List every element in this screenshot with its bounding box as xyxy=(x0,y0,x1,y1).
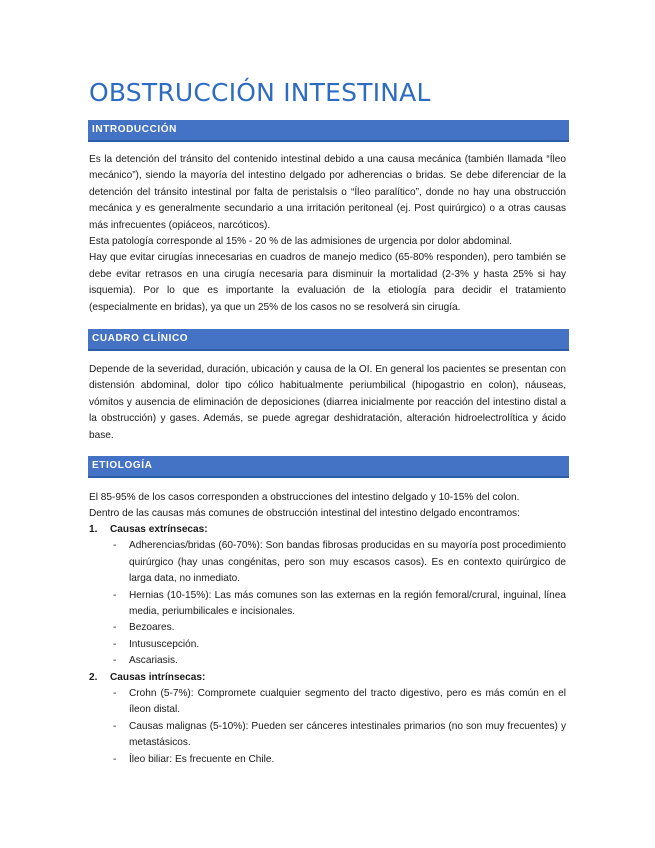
list-item xyxy=(89,752,566,768)
dash-bullet: - xyxy=(113,655,117,667)
list-item-text: Adherencias/bridas (60-70%): Son bandas fibrosas producidas en su mayoría post procedimiento quirúrgico (hay unas congénitas, pero son muy escasos casos). Es en contexto quirúrgico de larga data, no inmediato. xyxy=(129,540,566,585)
dash-bullet: - xyxy=(113,753,117,765)
list-item xyxy=(89,686,566,719)
dash-bullet: - xyxy=(113,688,117,700)
list-item-text: Crohn (5-7%): Compromete cualquier segmento del tracto digestivo, pero es más común en el íleon distal. xyxy=(129,688,566,716)
dash-bullet: - xyxy=(113,720,117,732)
list-item-text: Íleo biliar: Es frecuente en Chile. xyxy=(129,753,275,765)
clinical-paragraph-1: Depende de la severidad, duración, ubicación y causa de la OI. En general los pacientes se presentan con distensión abdominal, dolor tipo cólico habitualmente periumbilical (hipogastrio en colon), náuseas, vómitos y ausencia de eliminación de deposiciones (diarrea inicialmente por reacción del intestino distal a la obstrucción) y gases. Además, se puede agregar deshidratación, alteración hidroelectrolítica y ácido base. xyxy=(89,364,566,441)
section-header-etiologia xyxy=(88,456,569,478)
list-group-heading xyxy=(89,670,566,686)
list-item-text: Bezoares. xyxy=(129,622,175,634)
list-item-text: Ascariasis. xyxy=(129,655,178,667)
list-item xyxy=(89,620,566,636)
intro-paragraph-1: Es la detención del tránsito del contenido intestinal debido a una causa mecánica (también llamada “Íleo mecánico”), siendo la mayoría del intestino delgado por adherencias o bridas. Se debe diferenciar de la detención del tránsito intestinal por falta de peristalsis o “Íleo paralítico”, donde no hay una obstrucción mecánica y es generalmente secundario a una irritación peritoneal (ej. Post quirúrgico) o a otras causas más infrecuentes (opiáceos, narcóticos). xyxy=(89,154,566,231)
list-group-label: Causas intrínsecas: xyxy=(110,671,206,683)
dash-bullet: - xyxy=(113,622,117,634)
etiology-intro xyxy=(89,490,566,523)
list-group-label: Causas extrínsecas: xyxy=(110,524,208,535)
list-item xyxy=(89,588,566,621)
list-group-heading xyxy=(89,522,566,538)
list-item xyxy=(89,538,566,587)
list-item xyxy=(89,653,566,669)
dash-bullet: - xyxy=(113,589,117,601)
list-item xyxy=(89,637,566,653)
etiology-paragraph-1: El 85-95% de los casos corresponden a obstrucciones del intestino delgado y 10-15% del colon. xyxy=(89,492,520,503)
intro-paragraph-3: Hay que evitar cirugías innecesarias en cuadros de manejo medico (65-80% responden), pero también se debe evitar retrasos en una cirugía necesaria para disminuir la mortalidad (2-3% y hasta 25% si hay isquemia). Por lo que es importante la evaluación de la etiología para decidir el tratamiento (especialmente en bridas), ya que un 25% de los casos no se resolverá sin cirugía. xyxy=(89,252,566,313)
list-item-text: Hernias (10-15%): Las más comunes son las externas en la región femoral/crural, inguinal, línea media, periumbilicales e incisionales. xyxy=(129,589,566,618)
list-number: 1. xyxy=(89,524,98,535)
list-item xyxy=(89,719,566,752)
list-item-text: Causas malignas (5-10%): Pueden ser cánceres intestinales primarios (no son muy frecuentes) y metastásicos. xyxy=(129,720,566,749)
list-number: 2. xyxy=(89,671,98,683)
list-item-text: Intususcepción. xyxy=(129,638,200,650)
intro-body xyxy=(89,152,566,316)
etiology-list xyxy=(89,522,566,768)
intro-paragraph-2: Esta patología corresponde al 15% - 20 % de las admisiones de urgencia por dolor abdominal. xyxy=(89,236,513,248)
dash-bullet: - xyxy=(113,540,117,552)
clinical-body xyxy=(89,362,566,444)
etiology-paragraph-2: Dentro de las causas más comunes de obstrucción intestinal del intestino delgado encontramos: xyxy=(89,508,520,520)
section-header-cuadro-clinico xyxy=(88,329,569,351)
section-heading: CUADRO CLÍNICO xyxy=(92,333,189,344)
dash-bullet: - xyxy=(113,638,117,650)
document-title: OBSTRUCCIÓN INTESTINAL xyxy=(89,78,431,107)
section-heading: INTRODUCCIÓN xyxy=(92,124,177,135)
section-header-introduccion xyxy=(88,120,569,142)
section-heading: ETIOLOGÍA xyxy=(92,460,153,471)
